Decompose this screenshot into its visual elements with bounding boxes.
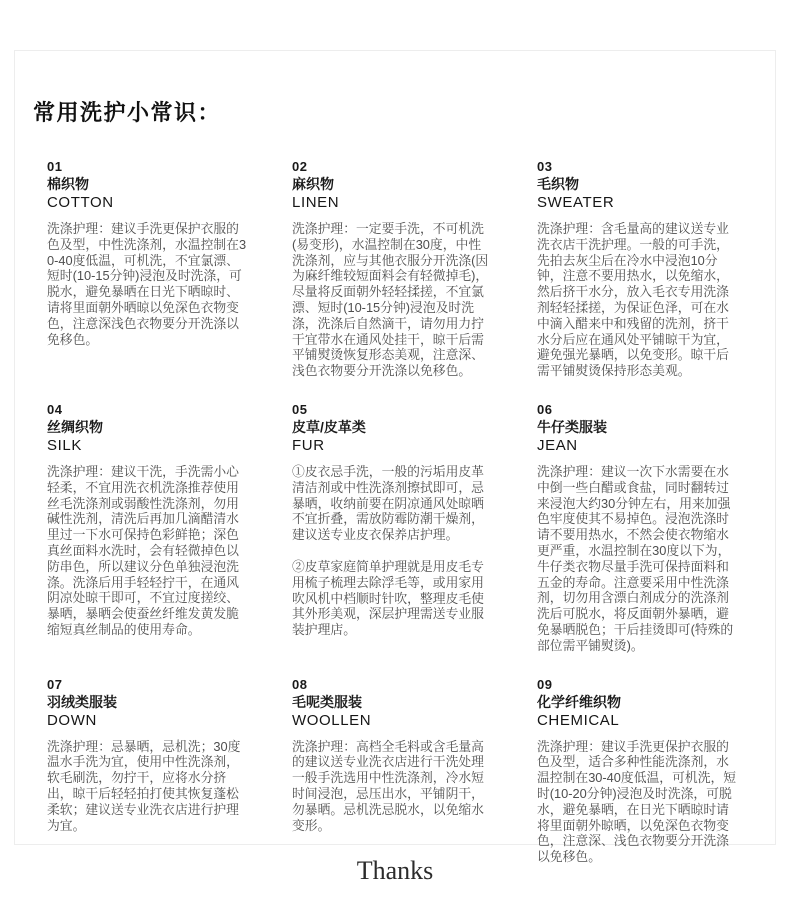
item-body: 洗涤护理：忌暴晒，忌机洗；30度温水手洗为宜，使用中性洗涤剂，软毛刷洗，勿拧干，应将水分挤出，晾干后轻轻拍打使其恢复蓬松柔软；建议送专业洗衣店进行护理为宜。 bbox=[47, 738, 241, 833]
care-item-fur bbox=[292, 401, 493, 638]
item-body: 洗涤护理：建议一次下水需要在水中倒一些白醋或食盐，同时翻转过来浸泡大约30分钟左右，用来加强色牢度使其不易掉色。浸泡洗涤时请不要用热水，不然会使衣物缩水更严重，水温控制在30度以下为，牛仔类衣物尽量手洗可保持面料和五金的寿命。注意要采用中性洗涤剂，切勿用含漂白剂成分的洗涤剂洗后可脱水，将反面朝外暴晒，避免暴晒脱色；干后挂烫即可(特殊的部位需平铺熨烫)。 bbox=[537, 463, 734, 653]
care-item-chemical bbox=[537, 676, 738, 865]
item-body: 洗涤护理：高档全毛料或含毛量高的建议送专业洗衣店进行干洗处理一般手洗选用中性洗涤剂，冷水短时间浸泡，忌压出水，平铺阴干，勿暴晒。忌机洗忌脱水，以免缩水变形。 bbox=[292, 738, 484, 833]
item-body: 洗涤护理：建议干洗，手洗需小心轻柔，不宜用洗衣机洗涤推荐使用丝毛洗涤剂或弱酸性洗涤剂，勿用碱性洗剂，清洗后再加几滴醋清水里过一下水可保持色彩鲜艳；深色真丝面料水洗时，会有轻微掉色以防串色，所以建议分色单独浸泡洗涤。洗涤后用手轻轻拧干，在通风阴凉处晾干即可，不宜过度搓绞、暴晒，暴晒会使蚕丝纤维发黄发脆缩短真丝制品的使用寿命。 bbox=[47, 463, 239, 637]
care-item-linen bbox=[292, 158, 493, 379]
item-title-en: COTTON bbox=[47, 194, 114, 211]
item-title-en: SILK bbox=[47, 436, 82, 454]
item-title-en: CHEMICAL bbox=[537, 711, 620, 729]
care-item-silk bbox=[47, 401, 248, 638]
item-number: 04 bbox=[47, 401, 63, 417]
item-number: 01 bbox=[47, 159, 63, 174]
item-title-zh: 羽绒类服装 bbox=[47, 693, 117, 710]
item-title-en: DOWN bbox=[47, 711, 97, 729]
item-title-zh: 丝绸织物 bbox=[47, 418, 103, 435]
page-title: 常用洗护小常识： bbox=[33, 100, 222, 125]
item-number: 07 bbox=[47, 676, 63, 692]
item-number: 09 bbox=[537, 676, 553, 692]
item-body: 洗涤护理：建议手洗更保护衣服的色及型，中性洗涤剂，水温控制在30-40度低温，可机洗，不宜氯漂、短时(10-15分钟)浸泡及时洗涤，可脱水，避免暴晒在日光下晒晾时、请将里面朝外晒晾以免深色衣物变色，注意深浅色衣物要分开洗涤以免移色。 bbox=[47, 221, 247, 347]
item-title-zh: 毛织物 bbox=[537, 176, 579, 192]
care-item-woollen bbox=[292, 676, 493, 834]
item-body: ②皮草家庭简单护理就是用皮毛专用梳子梳理去除浮毛等，或用家用吹风机中档顺时针吹，整理皮毛使其外形美观，深层护理需送专业服装护理店。 bbox=[292, 558, 484, 638]
item-title-zh: 化学纤维织物 bbox=[537, 693, 621, 710]
item-number: 03 bbox=[537, 159, 553, 174]
item-number: 08 bbox=[292, 676, 308, 692]
item-title-en: FUR bbox=[292, 436, 325, 454]
item-title-zh: 牛仔类服装 bbox=[537, 418, 607, 435]
item-body: 洗涤护理：一定要手洗，不可机洗(易变形)，水温控制在30度，中性洗涤剂，应与其他衣服分开洗涤(因为麻纤维较短面料会有轻微掉毛)，尽量将反面朝外轻轻揉搓，不宜氯漂、短时(10-15分钟)浸泡及时洗涤，洗涤后自然滴干，请勿用力拧干宜带水在通风处挂干，晾干后需平铺熨烫恢复形态美观，注意深、浅色衣物要分开洗涤以免移色。 bbox=[292, 221, 489, 379]
item-number: 05 bbox=[292, 401, 308, 417]
care-item-cotton bbox=[47, 158, 248, 347]
item-title-en: JEAN bbox=[537, 436, 578, 454]
item-body: 洗涤护理：含毛量高的建议送专业洗衣店干洗护理。一般的可手洗，先拍去灰尘后在冷水中浸泡10分钟，注意不要用热水，以免缩水，然后挤干水分，放入毛衣专用洗涤剂轻轻揉搓，为保证色泽，可在水中滴入醋来中和残留的洗剂，挤干水分后应在通风处平铺晾干为宜，避免强光暴晒，以免变形。晾干后需平铺熨烫保持形态美观。 bbox=[537, 221, 729, 379]
thanks-footer: Thanks bbox=[356, 856, 434, 885]
item-body: ①皮衣忌手洗，一般的污垢用皮革清洁剂或中性洗涤剂擦拭即可，忌暴晒，收纳前要在阴凉通风处晾晒不宜折叠，需放防霉防潮干燥剂，建议送专业皮衣保养店护理。 bbox=[292, 463, 484, 543]
item-title-zh: 毛呢类服装 bbox=[292, 693, 362, 710]
item-number: 06 bbox=[537, 401, 553, 417]
item-title-zh: 皮草/皮革类 bbox=[292, 418, 366, 435]
care-item-sweater bbox=[537, 158, 738, 379]
item-title-zh: 麻织物 bbox=[292, 176, 334, 192]
item-title-en: SWEATER bbox=[537, 194, 615, 211]
item-title-en: LINEN bbox=[292, 194, 340, 211]
care-item-jean bbox=[537, 401, 738, 654]
item-title-en: WOOLLEN bbox=[292, 711, 372, 729]
item-title-zh: 棉织物 bbox=[47, 176, 89, 192]
item-number: 02 bbox=[292, 159, 308, 174]
item-body: 洗涤护理：建议手洗更保护衣服的色及型，适合多种性能洗涤剂，水温控制在30-40度低温，可机洗，短时(10-20分钟)浸泡及时洗涤，可脱水，避免暴晒，在日光下晒晾时请将里面朝外晾晒，以免深色衣物变色，注意深、浅色衣物要分开洗涤以免移色。 bbox=[537, 738, 737, 865]
care-item-down bbox=[47, 676, 248, 834]
care-tips-grid bbox=[47, 158, 739, 865]
